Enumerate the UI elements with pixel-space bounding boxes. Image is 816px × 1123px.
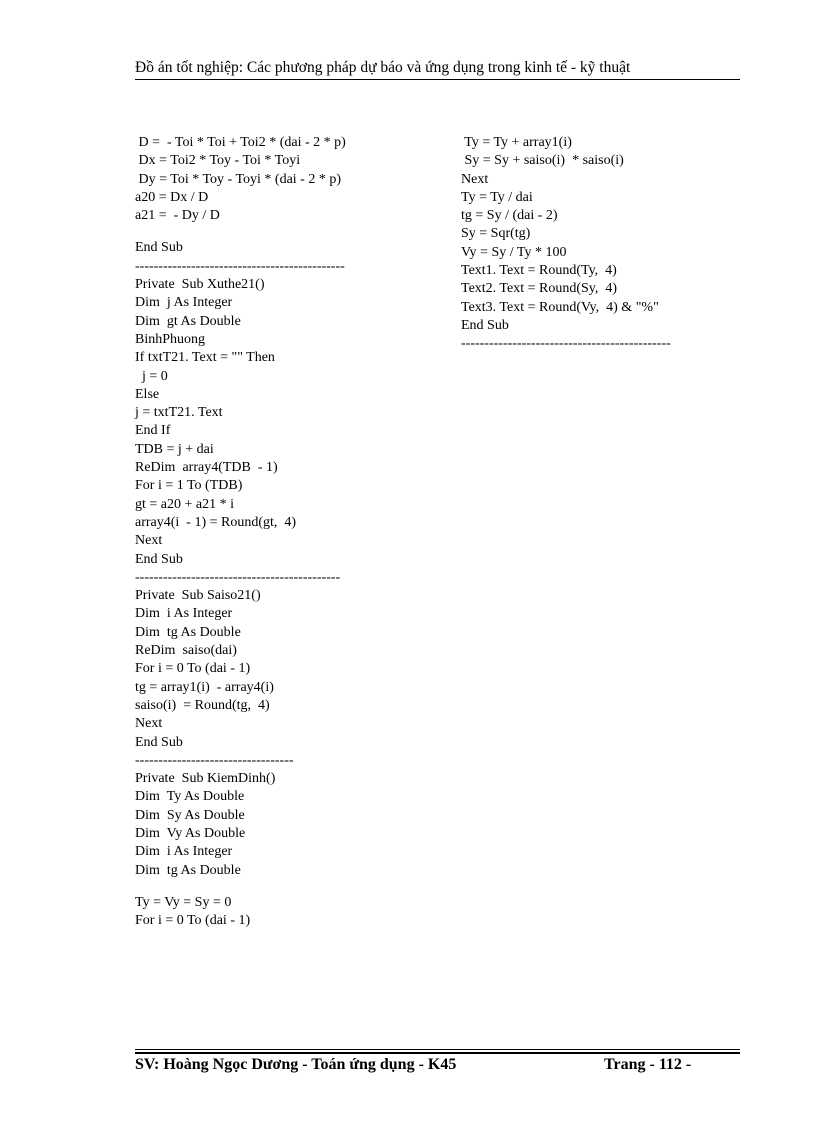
code-line: End Sub <box>461 317 509 333</box>
line-gap <box>135 880 346 894</box>
code-line: End Sub <box>135 240 183 256</box>
code-line: Dim i As Integer <box>135 844 233 860</box>
code-line: --------------------------------------------- <box>135 258 345 274</box>
code-line: Private Sub KiemDinh() <box>135 771 276 787</box>
code-line: End Sub <box>135 551 183 567</box>
code-line: Next <box>461 171 489 187</box>
code-line: Vy = Sy / Ty * 100 <box>461 244 567 260</box>
footer-divider-thick <box>135 1052 740 1054</box>
line-gap <box>135 225 346 239</box>
code-line: Sy = Sy + saiso(i) * saiso(i) <box>461 153 624 169</box>
code-line: j = txtT21. Text <box>135 405 223 421</box>
code-line: Ty = Vy = Sy = 0 <box>135 894 232 910</box>
code-line: Dx = Toi2 * Toy - Toi * Toyi <box>135 153 301 169</box>
code-line: For i = 0 To (dai - 1) <box>135 913 251 929</box>
page-header-title: Đồ án tốt nghiệp: Các phương pháp dự báo và ứng dụng trong kinh tế - kỹ thuật <box>135 59 631 76</box>
code-line: gt = a20 + a21 * i <box>135 496 234 512</box>
code-line: saiso(i) = Round(tg, 4) <box>135 697 270 713</box>
code-line: BinhPhuong <box>135 331 206 347</box>
code-line: Dim Ty As Double <box>135 789 245 805</box>
code-line: For i = 1 To (TDB) <box>135 478 243 494</box>
code-line: Next <box>135 533 163 549</box>
code-line: Dim j As Integer <box>135 295 233 311</box>
code-line: a20 = Dx / D <box>135 189 209 205</box>
code-line: End If <box>135 423 171 439</box>
code-line: Dim tg As Double <box>135 862 241 878</box>
code-line: ReDim array4(TDB - 1) <box>135 460 278 476</box>
code-line: j = 0 <box>135 368 168 384</box>
code-line: Else <box>135 386 160 402</box>
code-line: ---------------------------------- <box>135 752 294 768</box>
code-line: Dim tg As Double <box>135 624 241 640</box>
code-line: Next <box>135 716 163 732</box>
code-line: D = - Toi * Toi + Toi2 * (dai - 2 * p) <box>135 135 346 150</box>
code-line: For i = 0 To (dai - 1) <box>135 661 251 677</box>
footer-divider-thin <box>135 1049 740 1050</box>
code-line: Dim Vy As Double <box>135 825 246 841</box>
code-line: Text3. Text = Round(Vy, 4) & "%" <box>461 299 659 315</box>
header-divider <box>135 79 740 80</box>
code-line: Private Sub Xuthe21() <box>135 277 265 293</box>
code-line: If txtT21. Text = "" Then <box>135 350 275 366</box>
code-line: TDB = j + dai <box>135 441 214 457</box>
code-line: Ty = Ty / dai <box>461 189 533 205</box>
code-line: a21 = - Dy / D <box>135 208 220 224</box>
footer-page-number: Trang - 112 - <box>604 1056 692 1073</box>
code-line: Sy = Sqr(tg) <box>461 226 531 242</box>
code-line: array4(i - 1) = Round(gt, 4) <box>135 514 297 530</box>
code-line: tg = Sy / (dai - 2) <box>461 208 558 224</box>
code-line: Dim i As Integer <box>135 606 233 622</box>
code-column-right <box>461 134 671 354</box>
code-column-left <box>135 134 346 930</box>
code-line: tg = array1(i) - array4(i) <box>135 679 274 695</box>
code-line: Ty = Ty + array1(i) <box>461 135 572 150</box>
code-line: Dim gt As Double <box>135 313 241 329</box>
code-line: --------------------------------------------- <box>461 336 671 352</box>
code-line: Text1. Text = Round(Ty, 4) <box>461 263 617 279</box>
code-line: Text2. Text = Round(Sy, 4) <box>461 281 618 297</box>
code-line: -------------------------------------------- <box>135 569 341 585</box>
code-line: ReDim saiso(dai) <box>135 643 237 659</box>
code-line: End Sub <box>135 734 183 750</box>
code-line: Dim Sy As Double <box>135 807 245 823</box>
code-line: Private Sub Saiso21() <box>135 588 261 604</box>
footer-author: SV: Hoàng Ngọc Dương - Toán ứng dụng - K45 <box>135 1056 457 1073</box>
code-line: Dy = Toi * Toy - Toyi * (dai - 2 * p) <box>135 171 342 187</box>
